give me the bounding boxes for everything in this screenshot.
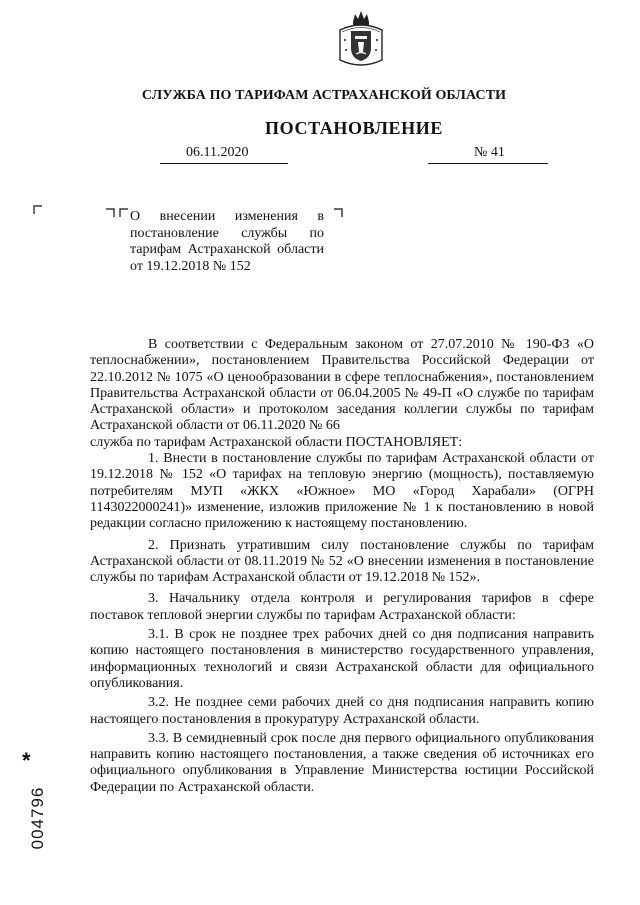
paragraph-1: 1. Внести в постановление службы по тарифам Астраханской области от 19.12.2018 № 152 «О тарифах на тепловую энергию (мощность), поставляемую потребителям МУП «ЖКХ «Южное» МО «Город Харабали» (ОГРН 1143022000241)» изменение, изложив приложение № 1 к постановлению в новой редакции согласно приложению к настоящему постановлению. xyxy=(90,451,594,532)
corner-bracket-left xyxy=(33,205,42,214)
serial-number: 004796 xyxy=(28,786,47,850)
number-underline xyxy=(428,163,548,164)
document-body xyxy=(90,337,594,796)
paragraph-3-1: 3.1. В срок не позднее трех рабочих дней со дня подписания направить копию настоящего постановления в министерство государственного управления, информационных технологий и связи Астраханской области для официального опубликования. xyxy=(90,627,594,691)
date-underline xyxy=(160,163,288,164)
paragraph-2: 2. Признать утратившим силу постановление службы по тарифам Астраханской области от 08.11.2019 № 52 «О внесении изменения в постановление службы по тарифам Астраханской области от 19.12.2018 № 152». xyxy=(90,537,594,586)
paragraph-3-3: 3.3. В семидневный срок после дня первого официального опубликования направить копию настоящего постановления, а также сведения об источниках его официального опубликования в Управление Министерства юстиции Российской Федерации по Астраханской области. xyxy=(90,730,594,795)
subject-bracket-open xyxy=(106,208,115,217)
document-type-title: ПОСТАНОВЛЕНИЕ xyxy=(265,118,443,138)
serial-number-stamp xyxy=(20,778,56,858)
coat-of-arms-icon xyxy=(336,8,386,70)
document-date: 06.11.2020 xyxy=(186,145,249,160)
subject-bracket-close xyxy=(334,208,343,217)
agency-name: СЛУЖБА ПО ТАРИФАМ АСТРАХАНСКОЙ ОБЛАСТИ xyxy=(141,88,507,103)
intro-paragraph: В соответствии с Федеральным законом от 27.07.2010 № 190-ФЗ «О теплоснабжении», постановлением Правительства Российской Федерации от 22.10.2012 № 1075 «О ценообразовании в сфере теплоснабжения», постановлением Правительства Астраханской области от 06.04.2005 № 49-П «О службе по тарифам Астраханской области» и протоколом заседания коллегии службы по тарифам Астраханской области от 06.11.2020 № 66 xyxy=(90,337,594,434)
subject-bracket-open-2 xyxy=(119,208,128,217)
paragraph-3-2: 3.2. Не позднее семи рабочих дней со дня подписания направить копию настоящего постановления в прокуратуру Астраханской области. xyxy=(90,695,594,727)
document-subject: О внесении изменения в постановление службы по тарифам Астраханской области от 19.12.2018 № 152 xyxy=(130,209,324,274)
star-mark: * xyxy=(22,748,31,773)
decree-line: служба по тарифам Астраханской области ПОСТАНОВЛЯЕТ: xyxy=(90,434,463,450)
document-number: № 41 xyxy=(474,145,505,160)
paragraph-3: 3. Начальнику отдела контроля и регулирования тарифов в сфере поставок тепловой энергии службы по тарифам Астраханской области: xyxy=(90,591,594,623)
